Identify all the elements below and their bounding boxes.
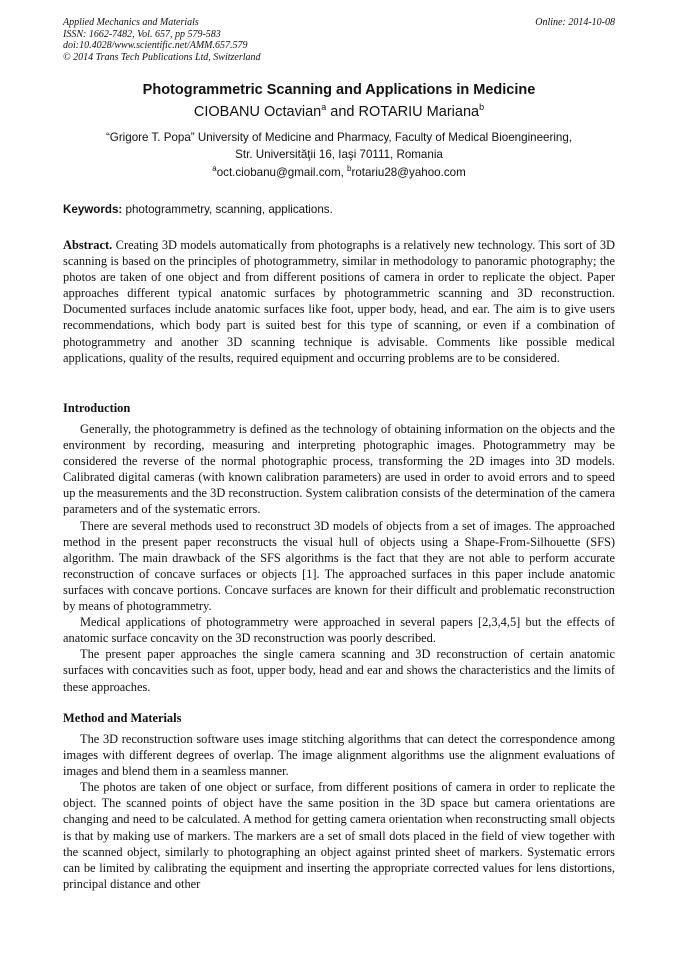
introduction-body — [63, 421, 615, 695]
paper-title: Photogrammetric Scanning and Applications in Medicine — [142, 82, 536, 98]
affiliation-line-2: Str. Universităţii 16, Iaşi 70111, Romania — [235, 147, 443, 161]
abstract-label: Abstract. — [63, 238, 113, 252]
author-2-marker: b — [479, 102, 485, 112]
methods-paragraph: The 3D reconstruction software uses image stitching algorithms that can detect the correspondence among images with different degrees of overlap. The image alignment algorithms use the alignment evaluations of images and blend them in a seamless manner. — [63, 732, 615, 779]
doi-line: doi:10.4028/www.scientific.net/AMM.657.579 — [63, 40, 248, 51]
keywords-text: photogrammetry, scanning, applications. — [122, 203, 333, 216]
copyright-line: © 2014 Trans Tech Publications Ltd, Switzerland — [63, 51, 261, 63]
email-b-marker: b — [347, 164, 352, 173]
author-conjunction: and — [326, 104, 359, 120]
online-date: Online: 2014-10-08 — [535, 17, 615, 28]
author-emails — [63, 165, 615, 181]
email-a: oct.ciobanu@gmail.com, — [216, 166, 348, 179]
author-line — [63, 103, 615, 121]
affiliation-line-1: “Grigore T. Popa” University of Medicine and Pharmacy, Faculty of Medical Bioengineering, — [105, 131, 573, 144]
email-a-marker: a — [212, 164, 217, 173]
methods-heading: Method and Materials — [63, 711, 182, 725]
keywords-label: Keywords: — [63, 203, 123, 216]
abstract-text: Creating 3D models automatically from photographs is a relatively new technology. This sort of 3D scanning is based on the principles of photogrammetry, similar in methodology to panoramic photography; the photos are taken of one object and from different positions of camera in order to replicate the object. Paper approaches different typical anatomic surfaces by photogrammetric scanning and 3D reconstruction. Documented surfaces include anatomic surfaces like foot, upper body, head, and ear. The aim is to give users recommendations, which body part is suited best for this type of scanning, or even if a combination of photogrammetry and another 3D scanning technique is advisable. Comments like possible medical applications, quality of the results, required equipment and occurring problems are to be considered. — [63, 238, 615, 365]
intro-paragraph: Medical applications of photogrammetry were approached in several papers [2,3,4,5] but the effects of anatomic surface concavity on the 3D reconstruction was poorly described. — [63, 615, 615, 646]
methods-body — [63, 731, 615, 892]
intro-paragraph: Generally, the photogrammetry is defined as the technology of obtaining information on the objects and the environment by recording, measuring and interpreting photographic images. Photogrammetry may be considered the reverse of the normal photographic process, transforming the 2D images into 3D models. Calibrated digital cameras (with known calibration parameters) are used in order to avoid errors and to speed up the measurements and the 3D reconstruction. System calibration consists of the determination of the camera parameters and of the systematic errors. — [63, 422, 615, 517]
abstract — [63, 237, 615, 366]
journal-name: Applied Mechanics and Materials — [63, 17, 199, 28]
running-header — [63, 17, 615, 63]
email-b: rotariu28@yahoo.com — [351, 166, 466, 179]
issn-line: ISSN: 1662-7482, Vol. 657, pp 579-583 — [63, 28, 221, 40]
intro-paragraph: The present paper approaches the single camera scanning and 3D reconstruction of certain anatomic surfaces with concavities such as foot, upper body, head and ear and shows the characteristics and the limits of these approaches. — [63, 647, 615, 694]
intro-paragraph: There are several methods used to reconstruct 3D models of objects from a set of images. The approached method in the present paper reconstructs the visual hull of objects using a Shape-From-Silhouette (SFS) algorithm. The main drawback of the SFS algorithms is the fact that they are not able to perform accurate reconstruction of concave surfaces or objects [1]. The approached surfaces in this paper include anatomic surfaces with concave portions. Concave surfaces are known for their difficult and problematic reconstruction by means of photogrammetry. — [63, 518, 615, 614]
affiliation — [63, 130, 615, 163]
author-1-marker: a — [321, 102, 327, 112]
methods-paragraph: The photos are taken of one object or surface, from different positions of camera in order to replicate the object. The scanned points of object have the same position in the 3D space but camera orientations are changing and need to be calculated. A method for getting camera orientation when reconstructing small objects is that by making use of markers. The markers are a set of small dots placed in the field of view together with the scanned object, similarly to photographing an object against printed sheet of markers. Systematic errors can be limited by calibrating the equipment and inserting the appropriate corrected values for lens distortions, principal distance and other — [63, 780, 615, 891]
author-1: CIOBANU Octavian — [193, 104, 322, 120]
author-2: ROTARIU Mariana — [358, 104, 480, 120]
keywords — [63, 202, 615, 218]
introduction-heading: Introduction — [63, 401, 131, 415]
